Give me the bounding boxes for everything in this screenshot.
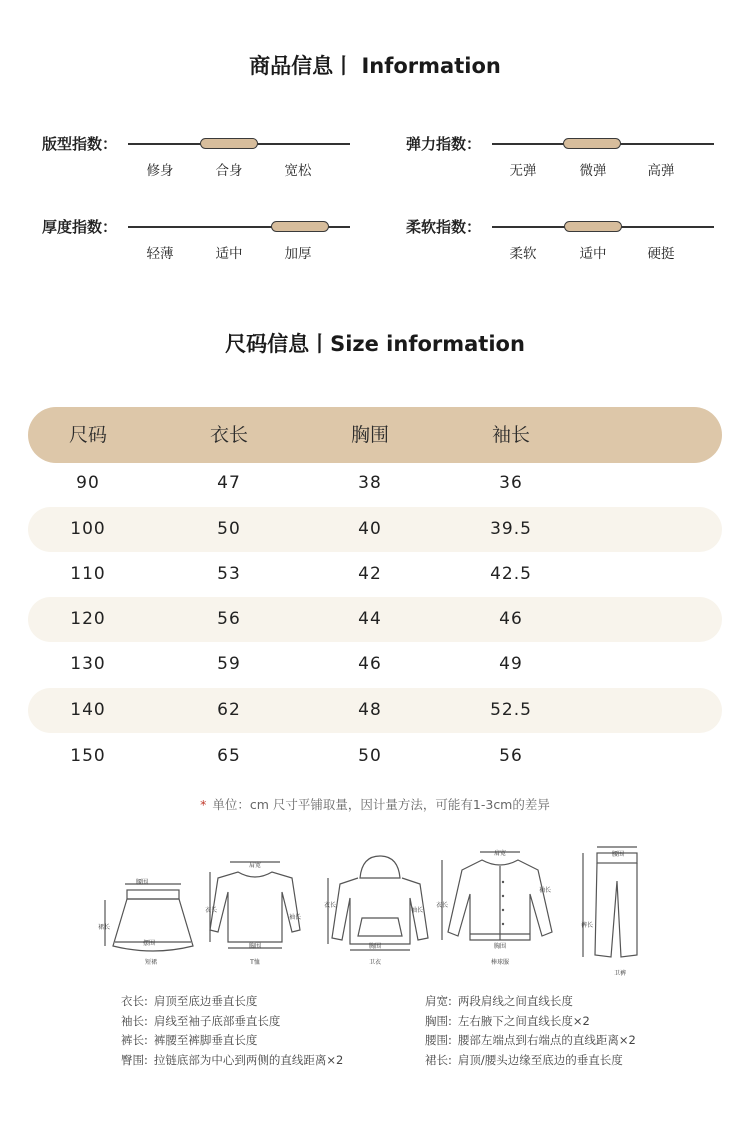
softness-option-medium: 适中 (579, 246, 607, 262)
definition-value: 腰部左端点到右端点的直线距离×2 (457, 1033, 636, 1047)
thickness-option-thin: 轻薄 (146, 246, 174, 262)
definition-item (121, 992, 343, 1012)
cell-length: 53 (217, 564, 241, 584)
softness-index (406, 216, 726, 276)
cell-chest: 50 (358, 746, 382, 766)
skirt-label-waist: 腰围 (135, 879, 148, 886)
cell-size: 100 (70, 519, 106, 539)
jacket-caption: 棒球服 (490, 959, 509, 966)
elasticity-index-marker (563, 138, 621, 149)
definition-key: 腰围: (425, 1033, 452, 1047)
header-sleeve: 袖长 (491, 424, 530, 446)
tshirt-label-sleeve: 袖长 (288, 914, 301, 921)
hoodie-label-sleeve: 袖长 (410, 907, 423, 914)
cell-sleeve: 56 (499, 746, 523, 766)
fit-option-regular: 合身 (215, 163, 243, 179)
cell-sleeve: 36 (499, 473, 523, 493)
definition-value: 两段肩线之间直线长度 (457, 994, 573, 1008)
pants-caption: 卫裤 (613, 970, 626, 977)
header-size: 尺码 (68, 424, 107, 446)
thickness-index-label: 厚度指数： (42, 218, 118, 236)
tshirt-label-chest: 胸围 (248, 943, 261, 950)
cell-chest: 48 (358, 700, 382, 720)
definition-value: 肩顶至底边垂直长度 (153, 994, 258, 1008)
tshirt-label-length: 衣长 (204, 907, 217, 914)
fit-option-slim: 修身 (146, 163, 174, 179)
measurement-note (0, 795, 750, 813)
jogger-pants-diagram (575, 845, 655, 970)
table-row (28, 597, 722, 642)
cell-length: 47 (217, 473, 241, 493)
size-info-title: 尺码信息丨Size information (225, 332, 525, 356)
hoodie-caption: 卫衣 (368, 959, 381, 966)
cell-chest: 40 (358, 519, 382, 539)
jacket-label-length: 衣长 (435, 902, 448, 909)
cell-size: 110 (70, 564, 106, 584)
thickness-index-marker (271, 221, 329, 232)
definition-key: 肩宽: (425, 994, 452, 1008)
softness-index-marker (564, 221, 622, 232)
definition-item (425, 1031, 636, 1051)
pants-label-length: 裤长 (580, 922, 593, 929)
cell-sleeve: 39.5 (490, 519, 532, 539)
header-length: 衣长 (209, 424, 248, 446)
definition-value: 左右腋下之间直线长度×2 (457, 1013, 590, 1028)
table-row (28, 734, 722, 779)
definition-item (121, 1012, 343, 1032)
definition-item (121, 1051, 343, 1071)
cell-length: 59 (217, 654, 241, 674)
product-info-title: 商品信息丨 Information (249, 54, 501, 78)
skirt-caption: 短裙 (144, 959, 157, 966)
thickness-index (42, 216, 362, 276)
cell-chest: 44 (358, 609, 382, 629)
thickness-option-medium: 适中 (215, 246, 243, 262)
cell-size: 90 (76, 473, 100, 493)
table-row (28, 552, 722, 597)
cell-size: 120 (70, 609, 106, 629)
definition-value: 肩顶/腰头边缘至底边的垂直长度 (457, 1052, 623, 1067)
skirt-label-length: 裙长 (97, 924, 110, 931)
pants-label-waist: 腰围 (611, 851, 624, 858)
table-row (28, 642, 722, 687)
definition-key: 裤长: (121, 1033, 148, 1047)
fit-index (42, 133, 362, 193)
fit-index-marker (200, 138, 258, 149)
thickness-option-thick: 加厚 (284, 246, 312, 262)
softness-option-soft: 柔软 (509, 246, 537, 262)
note-text: 单位：cm 尺寸平铺取量，因计量方法，可能有1-3cm的差异 (212, 797, 550, 812)
jacket-label-sleeve: 袖长 (538, 887, 551, 894)
definitions-right (425, 992, 636, 1070)
hoodie-label-chest: 胸围 (368, 943, 381, 950)
table-row (28, 507, 722, 552)
definitions-left (121, 992, 343, 1070)
jacket-label-shoulder: 肩宽 (493, 850, 506, 857)
elasticity-option-slight: 微弹 (579, 163, 607, 179)
cell-length: 56 (217, 609, 241, 629)
definition-value: 裤腰至裤脚垂直长度 (153, 1033, 258, 1047)
cell-size: 140 (70, 700, 106, 720)
cell-length: 65 (217, 746, 241, 766)
table-row (28, 461, 722, 506)
cell-sleeve: 42.5 (490, 564, 532, 584)
hoodie-label-length: 衣长 (323, 902, 336, 909)
cell-length: 62 (217, 700, 241, 720)
definition-item (425, 992, 636, 1012)
tshirt-label-shoulder: 肩宽 (248, 862, 261, 869)
size-table-header (28, 407, 722, 463)
skirt-label-hem: 摆围 (142, 940, 155, 947)
definition-key: 袖长: (121, 1013, 148, 1028)
elasticity-index-label: 弹力指数： (406, 135, 482, 153)
definition-key: 臀围: (121, 1052, 148, 1067)
fit-option-loose: 宽松 (284, 163, 312, 179)
softness-index-label: 柔软指数： (406, 218, 482, 236)
cell-sleeve: 49 (499, 654, 523, 674)
definition-key: 胸围: (425, 1013, 452, 1028)
elasticity-option-none: 无弹 (509, 163, 537, 179)
tshirt-caption: T恤 (250, 959, 260, 966)
elasticity-index (406, 133, 726, 193)
note-star-icon: * (200, 797, 207, 812)
cell-size: 150 (70, 746, 106, 766)
definition-value: 肩线至袖子底部垂直长度 (153, 1013, 281, 1028)
cell-chest: 46 (358, 654, 382, 674)
fit-index-label: 版型指数： (42, 135, 118, 153)
header-chest: 胸围 (350, 424, 389, 446)
definition-value: 拉链底部为中心到两侧的直线距离×2 (153, 1052, 344, 1067)
cell-size: 130 (70, 654, 106, 674)
definition-key: 裙长: (425, 1052, 452, 1067)
softness-option-stiff: 硬挺 (647, 246, 675, 262)
definition-item (425, 1012, 636, 1032)
jacket-label-chest: 胸围 (493, 943, 506, 950)
cell-length: 50 (217, 519, 241, 539)
cell-sleeve: 46 (499, 609, 523, 629)
definition-item (121, 1031, 343, 1051)
cell-chest: 38 (358, 473, 382, 493)
elasticity-option-high: 高弹 (647, 163, 675, 179)
table-row (28, 688, 722, 733)
definition-item (425, 1051, 636, 1071)
cell-sleeve: 52.5 (490, 700, 532, 720)
definition-key: 衣长: (121, 994, 148, 1008)
cell-chest: 42 (358, 564, 382, 584)
